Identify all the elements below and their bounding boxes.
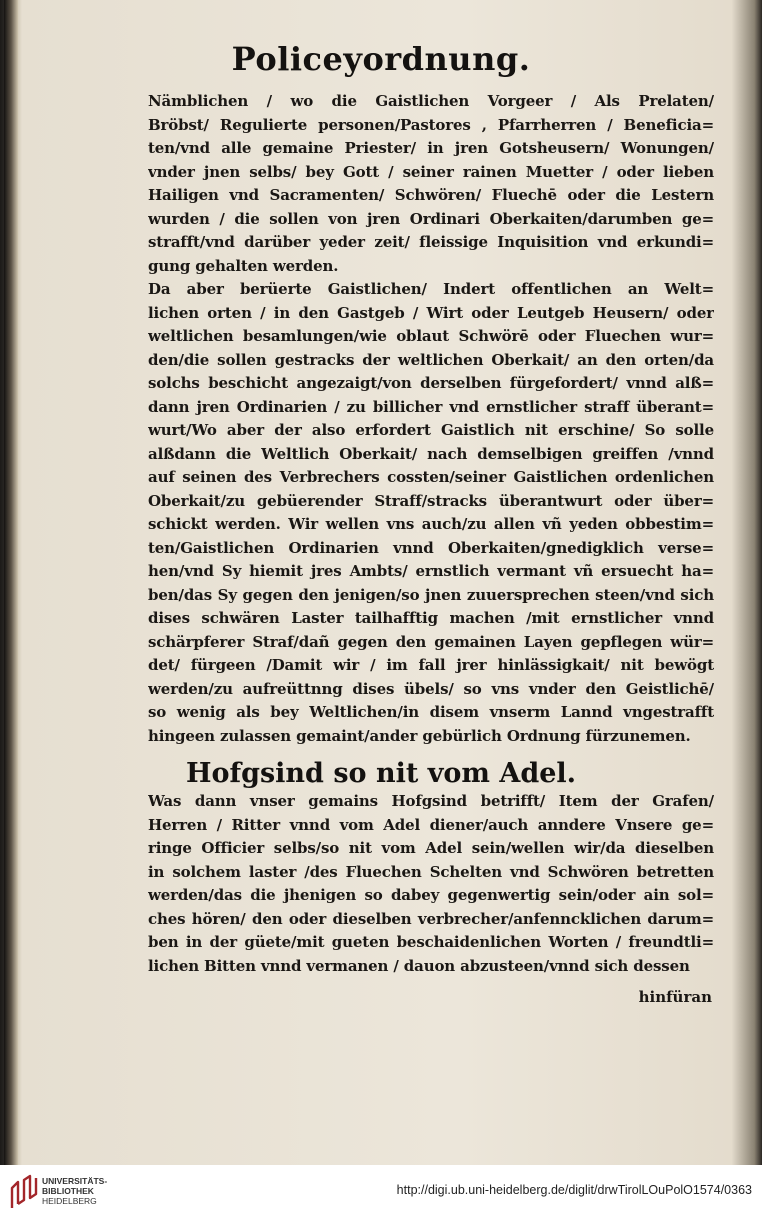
text-line: dises schwären Laster tailhafftig machen /mit ernstlicher vnnd bbox=[148, 609, 714, 627]
text-line: gung gehalten werden. bbox=[148, 256, 339, 275]
text-line: lichen orten / in den Gastgeb / Wirt oder Leutgeb Heusern/ oder bbox=[148, 303, 714, 322]
text-line: weltlichen besamlungen/wie oblaut Schwörē oder Fluechen wur= bbox=[148, 327, 714, 345]
text-line: wurden / die sollen von jren Ordinari Oberkaiten/darumben ge= bbox=[148, 209, 714, 228]
text-line: hingeen zulassen gemaint/ander gebürlich Ordnung fürzunemen. bbox=[148, 726, 691, 745]
footer-bar bbox=[0, 1165, 762, 1219]
text-line: werden/zu aufreüttnng dises übels/ so vns vnder den Geistlichē/ bbox=[148, 679, 714, 698]
text-line: strafft/vnd darüber yeder zeit/ fleissige Inquisition vnd erkundi= bbox=[148, 233, 714, 251]
text-line: schärpferer Straf/dañ gegen den gemainen Layen gepflegen wür= bbox=[148, 632, 714, 651]
text-line: ben/das Sy gegen den jenigen/so jnen zuuersprechen steen/vnd sich bbox=[148, 585, 714, 604]
text-line: Oberkait/zu gebüerender Straff/stracks überantwurt oder über= bbox=[148, 491, 714, 510]
library-name-line-1: UNIVERSITÄTS- bbox=[42, 1176, 108, 1186]
text-line: hen/vnd Sy hiemit jres Ambts/ ernstlich vermant vñ ersuecht ha= bbox=[148, 562, 714, 580]
text-line: wurt/Wo aber der also erfordert Gaistlich nit erschine/ So solle bbox=[148, 421, 714, 439]
university-library-logo-icon bbox=[8, 1174, 38, 1210]
running-head: Policeyordnung. bbox=[231, 40, 531, 78]
text-line: Nämblichen / wo die Gaistlichen Vorgeer / Als Prelaten/ bbox=[148, 92, 714, 110]
text-line: auf seinen des Verbrechers cossten/seiner Gaistlichen ordenlichen bbox=[148, 468, 714, 486]
text-line: Hailigen vnd Sacramenten/ Schwören/ Fluechē oder die Lestern bbox=[148, 186, 714, 204]
text-line: ben in der güete/mit gueten beschaidenlichen Worten / freundtli= bbox=[148, 933, 714, 951]
text-section-2 bbox=[148, 790, 714, 978]
book-gutter bbox=[4, 0, 18, 1165]
text-line: det/ fürgeen /Damit wir / im fall jrer hinlässigkait/ nit bewögt bbox=[148, 656, 714, 674]
library-name bbox=[42, 1176, 107, 1206]
text-line: ten/Gaistlichen Ordinarien vnnd Oberkaiten/gnedigklich verse= bbox=[148, 538, 714, 557]
text-line: dann jren Ordinarien / zu billicher vnd ernstlicher straff überant= bbox=[148, 397, 714, 416]
text-line: so wenig als bey Weltlichen/in disem vnserm Lannd vngestrafft bbox=[148, 703, 714, 721]
text-line: den/die sollen gestracks der weltlichen Oberkait/ an den orten/da bbox=[148, 350, 714, 369]
text-line: Da aber berüerte Gaistlichen/ Indert offentlichen an Welt= bbox=[148, 280, 714, 298]
text-line: vnder jnen selbs/ bey Gott / seiner rainen Muetter / oder lieben bbox=[148, 162, 714, 181]
text-line: alßdann die Weltlich Oberkait/ nach demselbigen greiffen /vnnd bbox=[148, 444, 714, 463]
text-line: ten/vnd alle gemaine Priester/ in jren Gotsheusern/ Wonungen/ bbox=[148, 139, 714, 157]
text-line: lichen Bitten vnnd vermanen / dauon abzusteen/vnnd sich dessen bbox=[148, 956, 690, 975]
text-line: werden/das die jhenigen so dabey gegenwertig sein/oder ain sol= bbox=[148, 886, 714, 904]
text-line: Bröbst/ Regulierte personen/Pastores , Pfarrherren / Beneficia= bbox=[148, 115, 714, 134]
text-line: ringe Officier selbs/so nit vom Adel sein/wellen wir/da dieselben bbox=[148, 839, 714, 857]
text-line: Herren / Ritter vnnd vom Adel diener/auch anndere Vnsere ge= bbox=[148, 815, 714, 834]
library-name-line-2: BIBLIOTHEK bbox=[42, 1186, 94, 1196]
text-line: ches hören/ den oder dieselben verbrecher/anfenncklichen darum= bbox=[148, 909, 714, 928]
library-name-line-3: HEIDELBERG bbox=[42, 1196, 97, 1206]
section-heading: Hofgsind so nit vom Adel. bbox=[185, 758, 577, 789]
permalink-url[interactable]: http://digi.ub.uni-heidelberg.de/diglit/drwTirolLOuPolO1574/0363 bbox=[396, 1183, 752, 1197]
text-section-1 bbox=[148, 90, 714, 748]
text-line: in solchem laster /des Fluechen Schelten vnd Schwören betretten bbox=[148, 862, 714, 881]
text-line: schickt werden. Wir wellen vns auch/zu allen vñ yeden obbestim= bbox=[148, 515, 714, 533]
text-line: Was dann vnser gemains Hofgsind betrifft/ Item der Grafen/ bbox=[148, 792, 714, 810]
catchword: hinfüran bbox=[638, 988, 712, 1006]
text-line: solchs beschicht angezaigt/von derselben fürgefordert/ vnnd alß= bbox=[148, 374, 714, 392]
